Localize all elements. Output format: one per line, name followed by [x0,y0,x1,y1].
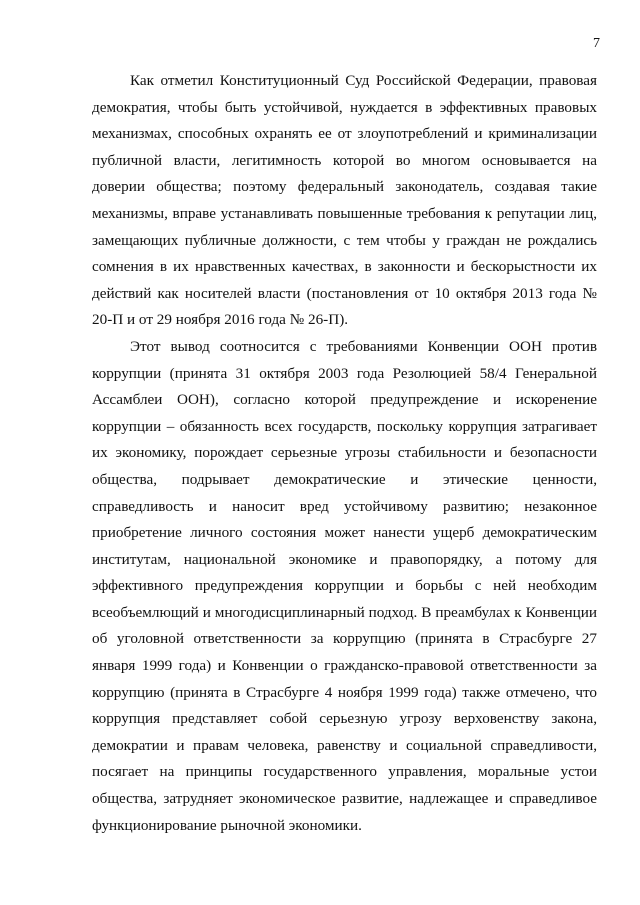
page-number: 7 [593,36,600,51]
document-body [92,68,597,839]
paragraph-constitutional-court: Как отметил Конституционный Суд Российской Федерации, правовая демократия, чтобы быть устойчивой, нуждается в эффективных правовых механизмах, способных охранять ее от злоупотреблений и криминализации публичной власти, легитимность которой во многом основывается на доверии общества; поэтому федеральный законодатель, создавая такие механизмы, вправе устанавливать повышенные требования к репутации лиц, замещающих публичные должности, с тем чтобы у граждан не рождались сомнения в их нравственных качествах, в законности и бескорыстности их действий как носителей власти (постановления от 10 октября 2013 года № 20-П и от 29 ноября 2016 года № 26-П). [92,72,597,329]
paragraph-un-convention: Этот вывод соотносится с требованиями Конвенции ООН против коррупции (принята 31 октября 2003 года Резолюцией 58/4 Генеральной Ассамблеи ООН), согласно которой предупреждение и искоренение коррупции – обязанность всех государств, поскольку коррупция затрагивает их экономику, порождает серьезные угрозы стабильности и безопасности общества, подрывает демократические и этические ценности, справедливость и наносит вред устойчивому развитию; незаконное приобретение личного состояния может нанести ущерб демократическим институтам, национальной экономике и правопорядку, а потому для эффективного предупреждения коррупции и борьбы с ней необходим всеобъемлющий и многодисциплинарный подход. В преамбулах к Конвенции об уголовной ответственности за коррупцию (принята в Страсбурге 27 января 1999 года) и Конвенции о гражданско-правовой ответственности за коррупцию (принята в Страсбурге 4 ноября 1999 года) также отмечено, что коррупция представляет собой серьезную угрозу верховенству закона, демократии и правам человека, равенству и социальной справедливости, посягает на принципы государственного управления, моральные устои общества, затрудняет экономическое развитие, надлежащее и справедливое функционирование рыночной экономики. [92,337,597,834]
